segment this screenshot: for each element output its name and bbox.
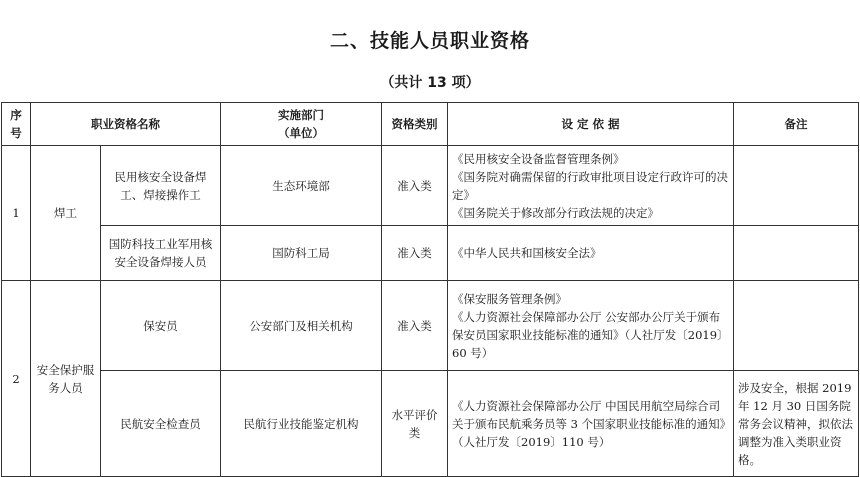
basis-line: 《国务院对确需保留的行政审批项目设定行政许可的决定》 — [452, 169, 728, 202]
basis-line: 《民用核安全设备监督管理条例》 — [452, 151, 625, 166]
qual-name: 民用核安全设备焊工、焊接操作工 — [101, 146, 221, 226]
qual-remark — [734, 226, 859, 281]
header-dept-unit: （单位） — [278, 126, 324, 140]
basis-line: 《人力资源社会保障部办公厅 中国民用航空局综合司关于颁布民航乘务员等 3 个国家职业技能标准的通知》（人社厅发〔2019〕110 号） — [452, 398, 726, 449]
qual-category: 水平评价类 — [382, 371, 448, 477]
qual-dept: 公安部门及相关机构 — [221, 281, 382, 371]
basis-line: 《保安服务管理条例》 — [452, 291, 567, 306]
table-row — [2, 371, 859, 477]
qual-dept: 民航行业技能鉴定机构 — [221, 371, 382, 477]
header-name: 职业资格名称 — [31, 103, 221, 146]
basis-line: 《人力资源社会保障部办公厅 公安部办公厅关于颁布保安员国家职业技能标准的通知》（人社厅发〔2019〕60 号） — [452, 309, 729, 360]
row-seq: 2 — [2, 281, 31, 477]
qual-basis — [448, 226, 734, 281]
qualification-table — [1, 102, 859, 477]
header-category: 资格类别 — [382, 103, 448, 146]
qual-basis — [448, 281, 734, 371]
row-group: 焊工 — [31, 146, 101, 281]
header-dept — [221, 103, 382, 146]
table-row — [2, 226, 859, 281]
page-subtitle: （共计 13 项） — [380, 75, 480, 91]
qual-dept: 生态环境部 — [221, 146, 382, 226]
qual-basis — [448, 371, 734, 477]
qual-category: 准入类 — [382, 226, 448, 281]
qual-remark — [734, 146, 859, 226]
row-seq: 1 — [2, 146, 31, 281]
qual-remark: 涉及安全，根据 2019 年 12 月 30 日国务院常务会议精神，拟依法调整为准入类职业资格。 — [734, 371, 859, 477]
qual-category: 准入类 — [382, 146, 448, 226]
qual-remark — [734, 281, 859, 371]
basis-line: 《中华人民共和国核安全法》 — [452, 246, 602, 260]
header-basis: 设 定 依 据 — [448, 103, 734, 146]
qual-category: 准入类 — [382, 281, 448, 371]
header-dept-label: 实施部门 — [278, 108, 324, 122]
qual-name: 保安员 — [101, 281, 221, 371]
row-group: 安全保护服务人员 — [31, 281, 101, 477]
qual-name: 民航安全检查员 — [101, 371, 221, 477]
page-title: 二、技能人员职业资格 — [329, 30, 530, 52]
qual-basis — [448, 146, 734, 226]
table-row — [2, 146, 859, 226]
table-row — [2, 281, 859, 371]
header-seq: 序号 — [2, 103, 31, 146]
qual-name: 国防科技工业军用核安全设备焊接人员 — [101, 226, 221, 281]
header-remark: 备注 — [734, 103, 859, 146]
basis-line: 《国务院关于修改部分行政法规的决定》 — [452, 205, 659, 220]
qual-dept: 国防科工局 — [221, 226, 382, 281]
table-header-row — [2, 103, 859, 146]
